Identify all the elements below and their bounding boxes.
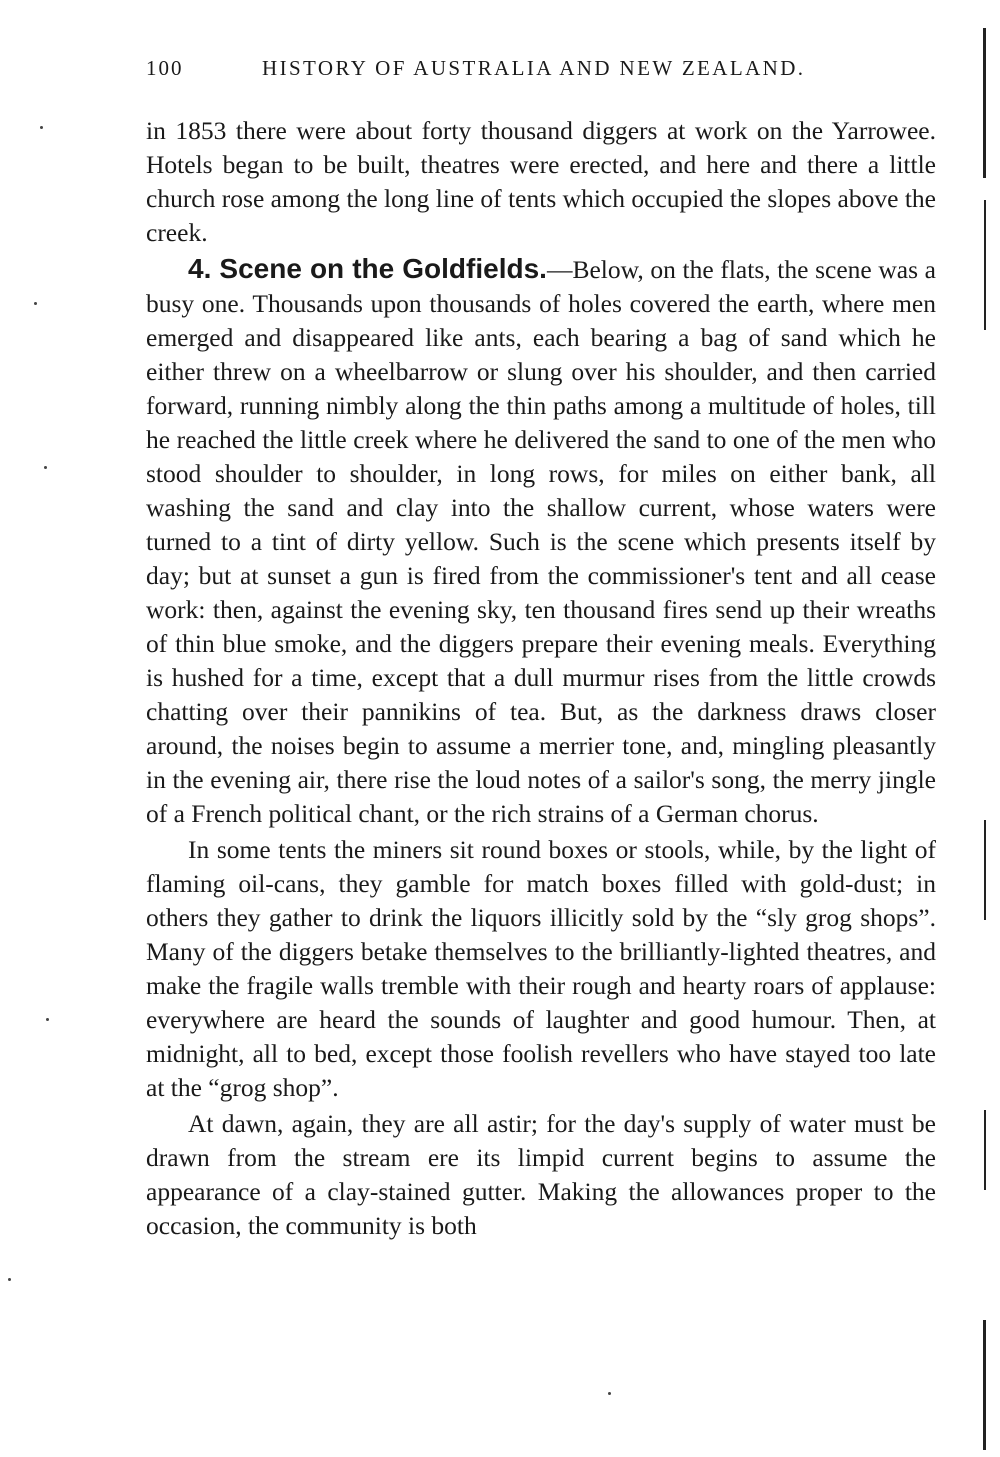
scan-edge-mark — [983, 28, 986, 178]
section-heading: 4. Scene on the Goldfields. — [188, 253, 547, 284]
section-paragraph — [146, 252, 936, 831]
scan-edge-mark — [984, 1110, 986, 1190]
running-title: HISTORY OF AUSTRALIA AND NEW ZEALAND. — [262, 56, 806, 80]
body-text — [146, 114, 936, 1243]
scan-speck — [44, 466, 47, 469]
scan-speck — [34, 302, 37, 305]
paragraph-continued: in 1853 there were about forty thousand diggers at work on the Yarrowee. Hotels began to be built, theatres were erected, and here and there a little church rose among the long line of tents which occupied the slopes above the creek. — [146, 116, 936, 247]
page-number: 100 — [146, 56, 184, 80]
running-head — [146, 56, 836, 86]
scan-edge-mark — [983, 1320, 986, 1450]
paragraph: In some tents the miners sit round boxes or stools, while, by the light of flaming oil-cans, they gamble for match boxes filled with gold-dust; in others they gather to drink the liquors illicitly sold by the “sly grog shops”. Many of the diggers betake themselves to the brilliantly-lighted theatres, and make the fragile walls tremble with their rough and hearty roars of applause: everywhere are heard the sounds of laughter and good humour. Then, at midnight, all to bed, except those foolish revellers who have stayed too late at the “grog shop”. — [146, 835, 936, 1102]
scan-speck — [40, 126, 43, 129]
scan-speck — [8, 1278, 11, 1281]
paragraph: At dawn, again, they are all astir; for the day's supply of water must be drawn from the stream ere its limpid current begins to assume the appearance of a clay-stained gutter. Making the allowances proper to the occasion, the community is both — [146, 1109, 936, 1240]
scan-edge-mark — [984, 820, 986, 920]
section-text: —Below, on the flats, the scene was a busy one. Thousands upon thousands of holes covered the earth, where men emerged and disappeared like ants, each bearing a bag of sand which he either threw on a wheelbarrow or slung over his shoulder, and then carried forward, running nimbly along the thin paths among a multitude of holes, till he reached the little creek where he delivered the sand to one of the men who stood shoulder to shoulder, in long rows, for miles on either bank, all washing the sand and clay into the shallow current, whose waters were turned to a tint of dirty yellow. Such is the scene which presents itself by day; but at sunset a gun is fired from the commissioner's tent and all cease work: then, against the evening sky, ten thousand fires send up their wreaths of thin blue smoke, and the diggers prepare their evening meals. Everything is hushed for a time, except that a dull murmur rises from the little crowds chatting over their pannikins of tea. But, as the darkness draws closer around, the noises begin to assume a merrier tone, and, mingling pleasantly in the evening air, there rise the loud notes of a sailor's song, the merry jingle of a French political chant, or the rich strains of a German chorus. — [146, 255, 936, 828]
scan-speck — [608, 1392, 611, 1395]
scan-speck — [46, 1018, 49, 1021]
scan-edge-mark — [984, 200, 986, 330]
